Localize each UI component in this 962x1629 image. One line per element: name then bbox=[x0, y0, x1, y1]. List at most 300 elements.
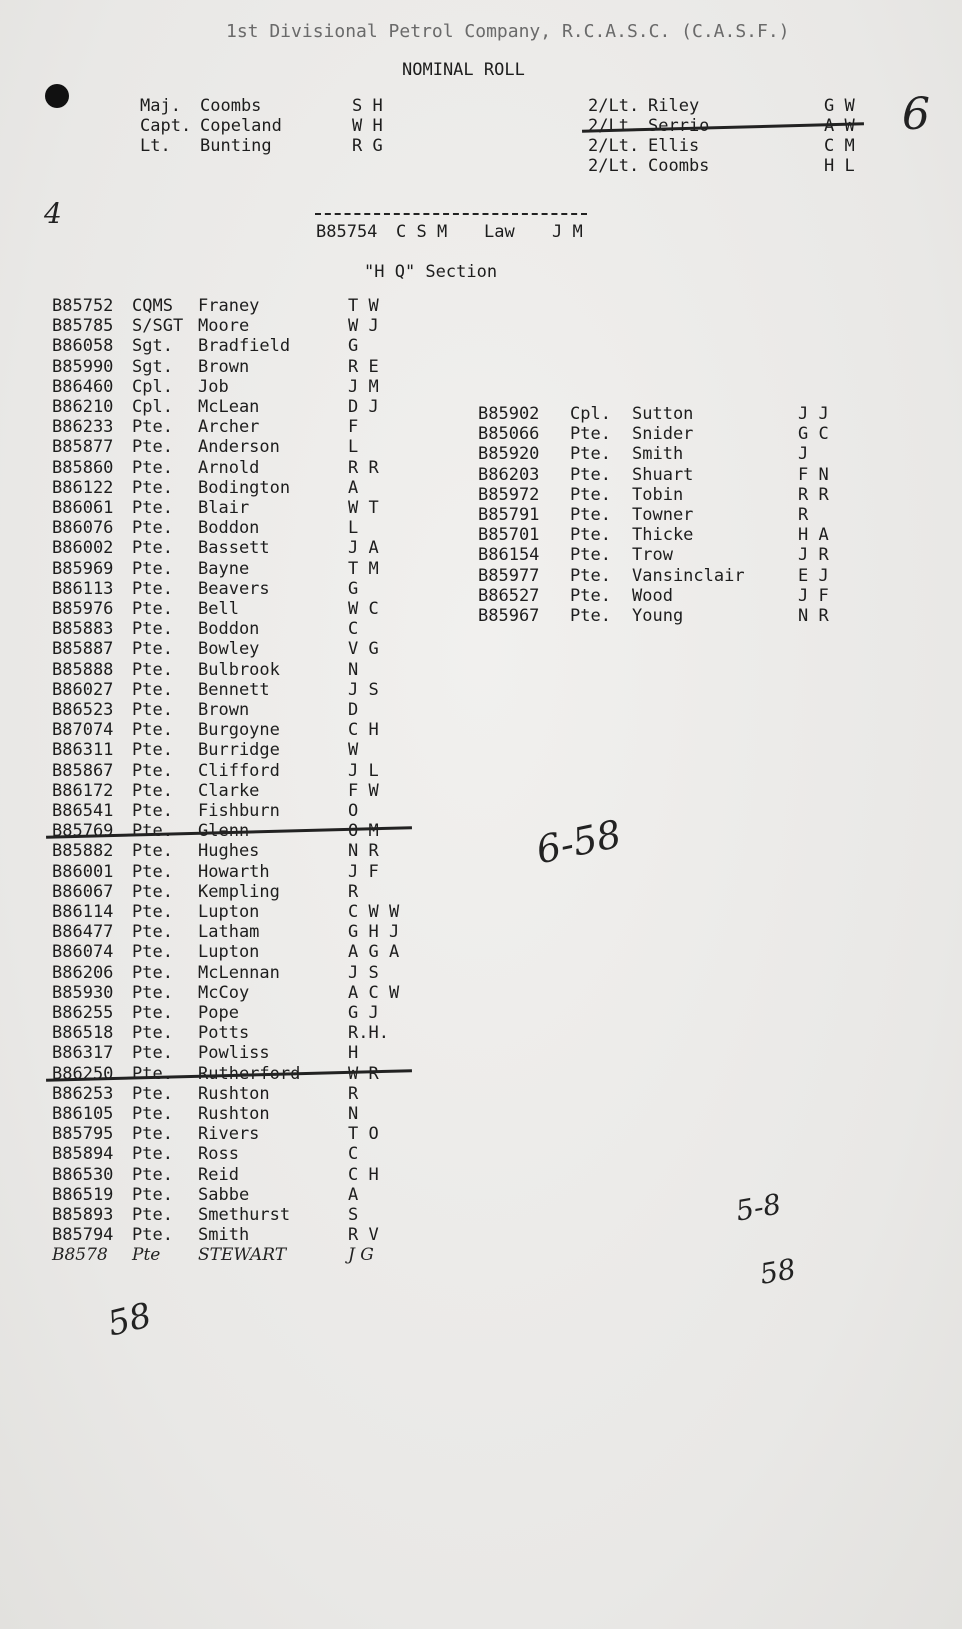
service-number: B85883 bbox=[52, 619, 114, 640]
surname: Bowley bbox=[198, 639, 260, 660]
surname: Burgoyne bbox=[198, 720, 280, 741]
service-number: B86518 bbox=[52, 1023, 114, 1044]
initials: J G bbox=[348, 1245, 374, 1266]
dashed-rule bbox=[315, 213, 587, 215]
handwritten-bottom-left: 58 bbox=[103, 1295, 156, 1345]
initials: R R bbox=[348, 457, 379, 478]
initials: C H bbox=[348, 720, 379, 741]
roll-row bbox=[478, 485, 838, 505]
initials: T O bbox=[348, 1124, 379, 1145]
roll-row bbox=[52, 397, 402, 417]
officer-row bbox=[588, 96, 854, 116]
initials: L bbox=[348, 518, 359, 539]
initials: J F bbox=[348, 861, 379, 882]
officer-rank: 2/Lt. bbox=[588, 136, 640, 156]
rank: Pte. bbox=[132, 1144, 173, 1165]
roll-row bbox=[52, 619, 402, 639]
rank: Pte. bbox=[132, 477, 173, 498]
surname: Reid bbox=[198, 1164, 239, 1185]
service-number: B85990 bbox=[52, 356, 114, 377]
service-number: B86172 bbox=[52, 780, 114, 801]
rank: CQMS bbox=[132, 296, 173, 316]
service-number: B86255 bbox=[52, 1003, 114, 1023]
service-number: B85930 bbox=[52, 982, 114, 1003]
rank: Pte. bbox=[132, 1023, 173, 1044]
roll-row bbox=[52, 680, 402, 700]
service-number: B85887 bbox=[52, 639, 114, 660]
roll-row bbox=[478, 606, 838, 626]
initials: L bbox=[348, 437, 359, 458]
service-number: B86074 bbox=[52, 942, 114, 963]
roll-row bbox=[52, 660, 402, 680]
rank: Pte. bbox=[132, 740, 173, 761]
rank: Pte. bbox=[132, 821, 173, 842]
rank: Pte. bbox=[132, 558, 173, 579]
initials: N R bbox=[798, 606, 829, 626]
surname: Powliss bbox=[198, 1043, 270, 1064]
service-number: B85967 bbox=[478, 606, 540, 626]
initials: C W W bbox=[348, 902, 400, 922]
rank: Pte. bbox=[132, 1003, 173, 1023]
officer-name: Riley bbox=[648, 96, 700, 116]
initials: D J bbox=[348, 397, 379, 417]
officer-initials: C M bbox=[824, 136, 855, 156]
roll-row bbox=[52, 559, 402, 579]
roll-row bbox=[52, 781, 402, 801]
rank: Sgt. bbox=[132, 356, 173, 377]
service-number: B85920 bbox=[478, 444, 540, 465]
rank: Pte. bbox=[132, 1104, 173, 1124]
officer-rank: Maj. bbox=[140, 96, 181, 116]
rank: Pte. bbox=[132, 1225, 173, 1246]
service-number: B86027 bbox=[52, 679, 114, 700]
surname: Bennett bbox=[198, 679, 270, 700]
surname: Bodington bbox=[198, 477, 291, 498]
initials: C bbox=[348, 619, 359, 640]
rank: Pte. bbox=[132, 1184, 173, 1205]
surname: Beavers bbox=[198, 578, 270, 599]
officer-row bbox=[140, 96, 440, 116]
service-number: B85972 bbox=[478, 484, 540, 505]
surname: Brown bbox=[198, 356, 250, 377]
surname: Anderson bbox=[198, 437, 280, 458]
roll-row bbox=[478, 505, 838, 525]
initials: J R bbox=[798, 545, 829, 566]
officer-initials: H L bbox=[824, 156, 855, 176]
officer-row bbox=[588, 136, 854, 156]
rank: Pte. bbox=[570, 484, 611, 505]
initials: E J bbox=[798, 565, 829, 586]
rank: Pte. bbox=[570, 424, 611, 445]
initials: J F bbox=[798, 585, 829, 606]
surname: Moore bbox=[198, 316, 250, 337]
roll-row bbox=[52, 336, 402, 356]
surname: McCoy bbox=[198, 982, 250, 1003]
officer-name: Bunting bbox=[200, 136, 272, 156]
initials: F W bbox=[348, 780, 379, 801]
service-number: B85902 bbox=[478, 404, 540, 424]
service-number: B86253 bbox=[52, 1083, 114, 1104]
roll-row bbox=[52, 639, 402, 659]
initials: R bbox=[348, 1083, 359, 1104]
roll-row bbox=[52, 1225, 402, 1245]
service-number: B86113 bbox=[52, 578, 114, 599]
surname: Snider bbox=[632, 424, 694, 445]
officer-rank: Capt. bbox=[140, 116, 192, 136]
service-number: B86460 bbox=[52, 376, 114, 397]
officer-name: Coombs bbox=[200, 96, 262, 116]
handwritten-roll-row bbox=[52, 1245, 402, 1265]
service-number: B86317 bbox=[52, 1043, 114, 1064]
officer-rank: 2/Lt. bbox=[588, 156, 640, 176]
service-number: B85977 bbox=[478, 565, 540, 586]
surname: Lupton bbox=[198, 942, 260, 963]
service-number: B87074 bbox=[52, 720, 114, 741]
initials: R bbox=[798, 505, 809, 525]
initials: W R bbox=[348, 1063, 379, 1084]
roll-row bbox=[52, 538, 402, 558]
surname: Pope bbox=[198, 1003, 239, 1023]
surname: Potts bbox=[198, 1023, 250, 1044]
surname: Burridge bbox=[198, 740, 280, 761]
officer-rank: 2/Lt. bbox=[588, 96, 640, 116]
handwritten-bottom-right-2: 58 bbox=[757, 1252, 799, 1291]
roll-row bbox=[52, 882, 402, 902]
rank: Pte. bbox=[132, 942, 173, 963]
surname: Hughes bbox=[198, 841, 260, 862]
service-number: B85785 bbox=[52, 316, 114, 337]
surname: Brown bbox=[198, 700, 250, 720]
csm-name: Law bbox=[484, 222, 515, 242]
service-number: B86105 bbox=[52, 1104, 114, 1124]
initials: W J bbox=[348, 316, 379, 337]
initials: S bbox=[348, 1205, 359, 1225]
rank: S/SGT bbox=[132, 316, 184, 337]
service-number: B86527 bbox=[478, 585, 540, 606]
roll-row bbox=[52, 599, 402, 619]
service-number: B85066 bbox=[478, 424, 540, 445]
service-number: B86203 bbox=[478, 464, 540, 485]
roll-row bbox=[52, 316, 402, 336]
surname: Blair bbox=[198, 498, 250, 518]
surname: Archer bbox=[198, 417, 260, 438]
roll-row bbox=[478, 444, 838, 464]
rank: Pte. bbox=[132, 437, 173, 458]
surname: McLean bbox=[198, 397, 260, 417]
officer-initials: G W bbox=[824, 96, 855, 116]
initials: A bbox=[348, 477, 359, 498]
roll-row bbox=[478, 404, 838, 424]
service-number: B86002 bbox=[52, 538, 114, 559]
surname: Vansinclair bbox=[632, 565, 745, 586]
rank: Pte. bbox=[132, 922, 173, 943]
officer-row bbox=[588, 116, 854, 136]
service-number: B85795 bbox=[52, 1124, 114, 1145]
punch-hole bbox=[45, 84, 69, 108]
rank: Pte. bbox=[132, 700, 173, 720]
rank: Pte. bbox=[570, 606, 611, 626]
initials: H A bbox=[798, 525, 829, 546]
roll-row bbox=[52, 720, 402, 740]
officer-initials: R G bbox=[352, 136, 383, 156]
roll-row bbox=[52, 700, 402, 720]
service-number: B85794 bbox=[52, 1225, 114, 1246]
initials: T M bbox=[348, 558, 379, 579]
handwritten-tally: 6-58 bbox=[532, 811, 626, 873]
service-number: B85969 bbox=[52, 558, 114, 579]
service-number: B86477 bbox=[52, 922, 114, 943]
initials: F bbox=[348, 417, 359, 438]
surname: Towner bbox=[632, 505, 694, 525]
csm-number: B85754 bbox=[316, 222, 378, 242]
surname: McLennan bbox=[198, 962, 280, 983]
surname: Franey bbox=[198, 296, 260, 316]
rank: Pte. bbox=[132, 518, 173, 539]
rank: Pte. bbox=[132, 1164, 173, 1185]
surname: Boddon bbox=[198, 518, 260, 539]
initials: F N bbox=[798, 464, 829, 485]
roll-row bbox=[52, 1144, 402, 1164]
service-number: B85867 bbox=[52, 760, 114, 781]
roll-row bbox=[52, 1043, 402, 1063]
service-number: B86154 bbox=[478, 545, 540, 566]
roll-row bbox=[52, 1205, 402, 1225]
service-number: B86061 bbox=[52, 498, 114, 518]
surname: Boddon bbox=[198, 619, 260, 640]
service-number: B86206 bbox=[52, 962, 114, 983]
roll-row bbox=[52, 942, 402, 962]
service-number: B85752 bbox=[52, 296, 114, 316]
roll-row bbox=[52, 902, 402, 922]
rank: Pte. bbox=[132, 679, 173, 700]
service-number: B85976 bbox=[52, 599, 114, 619]
rank: Sgt. bbox=[132, 336, 173, 357]
service-number: B86210 bbox=[52, 397, 114, 417]
initials: W C bbox=[348, 599, 379, 619]
rank: Pte. bbox=[132, 619, 173, 640]
service-number: B85701 bbox=[478, 525, 540, 546]
surname: Bulbrook bbox=[198, 659, 280, 680]
rank: Pte. bbox=[132, 982, 173, 1003]
officer-initials: W H bbox=[352, 116, 383, 136]
surname: Arnold bbox=[198, 457, 260, 478]
roll-row bbox=[52, 841, 402, 861]
service-number: B86076 bbox=[52, 518, 114, 539]
surname: Job bbox=[198, 376, 229, 397]
rank: Pte. bbox=[132, 962, 173, 983]
surname: Rushton bbox=[198, 1104, 270, 1124]
rank: Pte. bbox=[570, 464, 611, 485]
officer-row bbox=[140, 136, 440, 156]
rank: Cpl. bbox=[570, 404, 611, 424]
service-number: B85888 bbox=[52, 659, 114, 680]
roll-row bbox=[52, 1003, 402, 1023]
roll-row bbox=[52, 983, 402, 1003]
service-number: B85877 bbox=[52, 437, 114, 458]
roll-row bbox=[52, 478, 402, 498]
initials: D bbox=[348, 700, 359, 720]
service-number: B86311 bbox=[52, 740, 114, 761]
rank: Pte. bbox=[570, 505, 611, 525]
initials: J S bbox=[348, 679, 379, 700]
initials: J M bbox=[348, 376, 379, 397]
surname: Shuart bbox=[632, 464, 694, 485]
rank: Pte. bbox=[132, 1063, 173, 1084]
roll-row bbox=[52, 963, 402, 983]
surname: Trow bbox=[632, 545, 673, 566]
rank: Pte. bbox=[132, 902, 173, 922]
roll-row bbox=[52, 1165, 402, 1185]
surname: Fishburn bbox=[198, 801, 280, 821]
initials: H bbox=[348, 1043, 359, 1064]
rank: Pte. bbox=[132, 841, 173, 862]
roll-row bbox=[52, 296, 402, 316]
initials: G J bbox=[348, 1003, 379, 1023]
initials: C bbox=[348, 1144, 359, 1165]
roll-row bbox=[52, 1064, 402, 1084]
rank: Pte. bbox=[132, 881, 173, 902]
rank: Cpl. bbox=[132, 376, 173, 397]
initials: R V bbox=[348, 1225, 379, 1246]
initials: J A bbox=[348, 538, 379, 559]
initials: G H J bbox=[348, 922, 400, 943]
roll-row bbox=[478, 465, 838, 485]
officer-initials: S H bbox=[352, 96, 383, 116]
service-number: B85791 bbox=[478, 505, 540, 525]
service-number: B86523 bbox=[52, 700, 114, 720]
initials: R E bbox=[348, 356, 379, 377]
surname: Wood bbox=[632, 585, 673, 606]
surname: Bassett bbox=[198, 538, 270, 559]
roll-row bbox=[52, 761, 402, 781]
section-title: "H Q" Section bbox=[364, 262, 498, 282]
initials: N bbox=[348, 659, 359, 680]
surname: Kempling bbox=[198, 881, 280, 902]
roll-row bbox=[52, 1185, 402, 1205]
officer-initials: A W bbox=[824, 116, 855, 136]
roll-row bbox=[478, 545, 838, 565]
roll-row bbox=[52, 801, 402, 821]
initials: V G bbox=[348, 639, 379, 660]
service-number: B86519 bbox=[52, 1184, 114, 1205]
csm-row bbox=[316, 222, 616, 242]
csm-rank: C S M bbox=[396, 222, 448, 242]
rank: Pte. bbox=[132, 861, 173, 882]
initials: J bbox=[798, 444, 809, 465]
roll-row bbox=[52, 357, 402, 377]
roll-row bbox=[52, 821, 402, 841]
surname: Clarke bbox=[198, 780, 260, 801]
initials: J L bbox=[348, 760, 379, 781]
roll-row bbox=[478, 525, 838, 545]
surname: Bradfield bbox=[198, 336, 291, 357]
service-number: B86067 bbox=[52, 881, 114, 902]
roll-row bbox=[52, 458, 402, 478]
rank: Cpl. bbox=[132, 397, 173, 417]
rank: Pte. bbox=[132, 720, 173, 741]
surname: Bell bbox=[198, 599, 239, 619]
handwritten-six: 6 bbox=[902, 89, 930, 140]
initials: T W bbox=[348, 296, 379, 316]
initials: O M bbox=[348, 821, 379, 842]
initials: A G A bbox=[348, 942, 400, 963]
roll-row bbox=[52, 498, 402, 518]
roll-title: NOMINAL ROLL bbox=[402, 60, 525, 80]
initials: G bbox=[348, 336, 359, 357]
surname: Howarth bbox=[198, 861, 270, 882]
roll-row bbox=[52, 437, 402, 457]
rank: Pte. bbox=[132, 760, 173, 781]
surname: Rutherford bbox=[198, 1063, 301, 1084]
rank: Pte. bbox=[570, 444, 611, 465]
service-number: B86541 bbox=[52, 801, 114, 821]
initials: N R bbox=[348, 841, 379, 862]
initials: C H bbox=[348, 1164, 379, 1185]
service-number: B86250 bbox=[52, 1063, 114, 1084]
initials: W bbox=[348, 740, 359, 761]
handwritten-bottom-right-1: 5-8 bbox=[733, 1187, 784, 1228]
surname: Bayne bbox=[198, 558, 250, 579]
initials: R R bbox=[798, 484, 829, 505]
roll-row bbox=[478, 424, 838, 444]
service-number: B85860 bbox=[52, 457, 114, 478]
surname: Sabbe bbox=[198, 1184, 250, 1205]
officer-name: Serrio bbox=[648, 116, 710, 136]
surname: Young bbox=[632, 606, 684, 626]
officer-name: Copeland bbox=[200, 116, 282, 136]
initials: J J bbox=[798, 404, 829, 424]
rank: Pte. bbox=[132, 498, 173, 518]
surname: STEWART bbox=[198, 1245, 287, 1266]
surname: Rivers bbox=[198, 1124, 260, 1145]
rank: Pte. bbox=[132, 417, 173, 438]
roll-row bbox=[52, 1124, 402, 1144]
surname: Sutton bbox=[632, 404, 694, 424]
surname: Thicke bbox=[632, 525, 694, 546]
initials: G bbox=[348, 578, 359, 599]
rank: Pte. bbox=[570, 585, 611, 606]
initials: R bbox=[348, 881, 359, 902]
rank: Pte. bbox=[132, 1083, 173, 1104]
initials: A bbox=[348, 1184, 359, 1205]
rank: Pte. bbox=[132, 1043, 173, 1064]
surname: Glenn bbox=[198, 821, 250, 842]
surname: Smethurst bbox=[198, 1205, 291, 1225]
surname: Tobin bbox=[632, 484, 684, 505]
rank: Pte. bbox=[570, 525, 611, 546]
surname: Rushton bbox=[198, 1083, 270, 1104]
rank: Pte. bbox=[132, 639, 173, 660]
initials: R.H. bbox=[348, 1023, 389, 1044]
surname: Clifford bbox=[198, 760, 280, 781]
surname: Latham bbox=[198, 922, 260, 943]
roll-row bbox=[52, 740, 402, 760]
surname: Smith bbox=[198, 1225, 250, 1246]
rank: Pte. bbox=[132, 578, 173, 599]
service-number: B85769 bbox=[52, 821, 114, 842]
roll-row bbox=[52, 1104, 402, 1124]
officer-name: Coombs bbox=[648, 156, 710, 176]
service-number: B86058 bbox=[52, 336, 114, 357]
officer-rank: Lt. bbox=[140, 136, 171, 156]
roll-row bbox=[52, 1023, 402, 1043]
service-number: B86233 bbox=[52, 417, 114, 438]
service-number: B85894 bbox=[52, 1144, 114, 1165]
roll-row bbox=[52, 417, 402, 437]
service-number: B85893 bbox=[52, 1205, 114, 1225]
roll-row bbox=[52, 518, 402, 538]
service-number: B85882 bbox=[52, 841, 114, 862]
